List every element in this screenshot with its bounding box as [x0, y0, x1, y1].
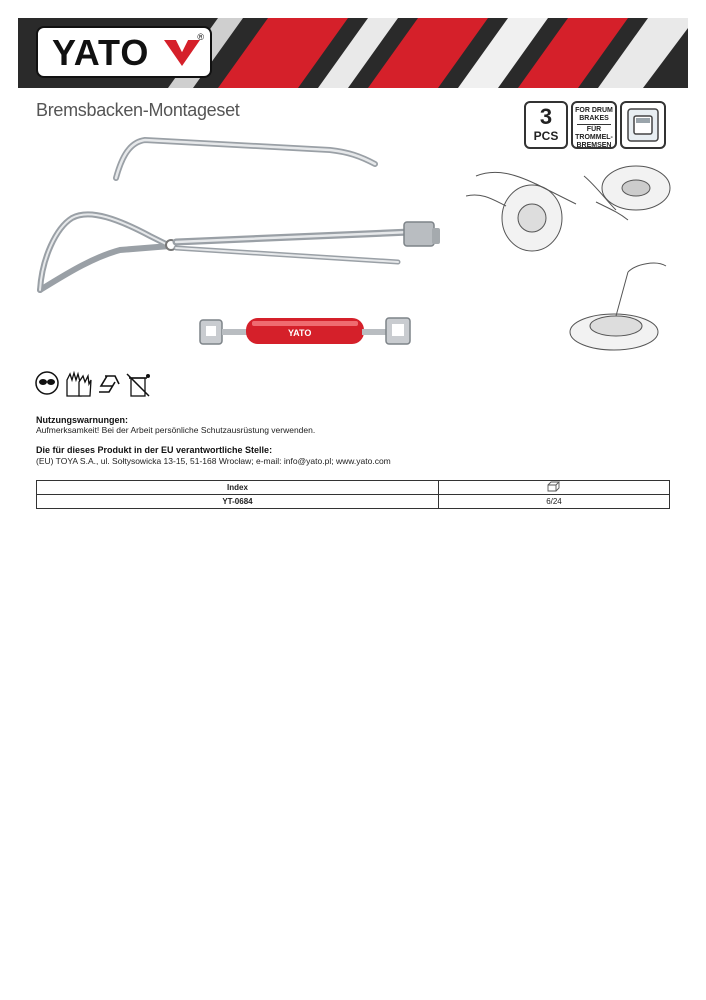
quantity-value: 3: [539, 104, 553, 129]
product-images: [30, 128, 450, 358]
goggles-icon: [36, 372, 58, 394]
safety-icons: [35, 370, 155, 398]
gloves-icon: [67, 373, 91, 396]
quantity-badge: [524, 101, 568, 149]
yato-logo: [36, 26, 212, 78]
drum-brake-icon: [622, 103, 664, 147]
diagram-3: [570, 263, 666, 350]
waste-bin-icon: [127, 374, 150, 396]
header-banner: [18, 18, 688, 88]
yato-logo-mark-icon: [162, 38, 202, 68]
usage-diagrams: [466, 156, 676, 356]
badge-divider: [577, 124, 611, 125]
drum-de-line1: FÜR TROMMEL-: [575, 126, 613, 141]
brake-spring-lever: [116, 140, 375, 178]
handle-brand-text: YATO: [288, 328, 312, 338]
drum-brake-icon-badge: [620, 101, 666, 149]
responsible-text: (EU) TOYA S.A., ul. Sołtysowicka 13-15, 51-168 Wrocław; e-mail: info@yato.pl; www.yato.com: [36, 456, 391, 466]
packaging-header: [438, 481, 669, 495]
quantity-unit: PCS: [533, 129, 559, 143]
drum-de-line2: BREMSEN: [576, 142, 612, 149]
warnings-heading: Nutzungswarnungen:: [36, 415, 128, 425]
index-cell: YT-0684: [37, 495, 439, 509]
table-row: [37, 495, 670, 509]
packaging-cell: 6/24: [438, 495, 669, 509]
brand-name: YATO: [52, 32, 150, 73]
box-icon: [547, 481, 561, 492]
responsible-heading: Die für dieses Produkt in der EU verantwortliche Stelle:: [36, 445, 273, 455]
drum-en-line2: BRAKES: [579, 115, 609, 122]
brake-spring-pliers: [40, 214, 440, 290]
index-table: [36, 480, 670, 509]
diagram-2: [584, 166, 670, 220]
index-header: Index: [37, 481, 439, 495]
recycle-icon: [99, 376, 119, 392]
table-header-row: [37, 481, 670, 495]
product-title: Bremsbacken-Montageset: [36, 100, 240, 120]
registered-mark: ®: [197, 32, 204, 42]
drum-en-line1: FOR DRUM: [575, 107, 613, 114]
drum-brakes-badge: [571, 101, 617, 149]
warnings-text: Aufmerksamkeit! Bei der Arbeit persönliche Schutzausrüstung verwenden.: [36, 425, 316, 435]
brake-adjusting-tool: [200, 318, 410, 344]
diagram-1: [466, 172, 576, 251]
